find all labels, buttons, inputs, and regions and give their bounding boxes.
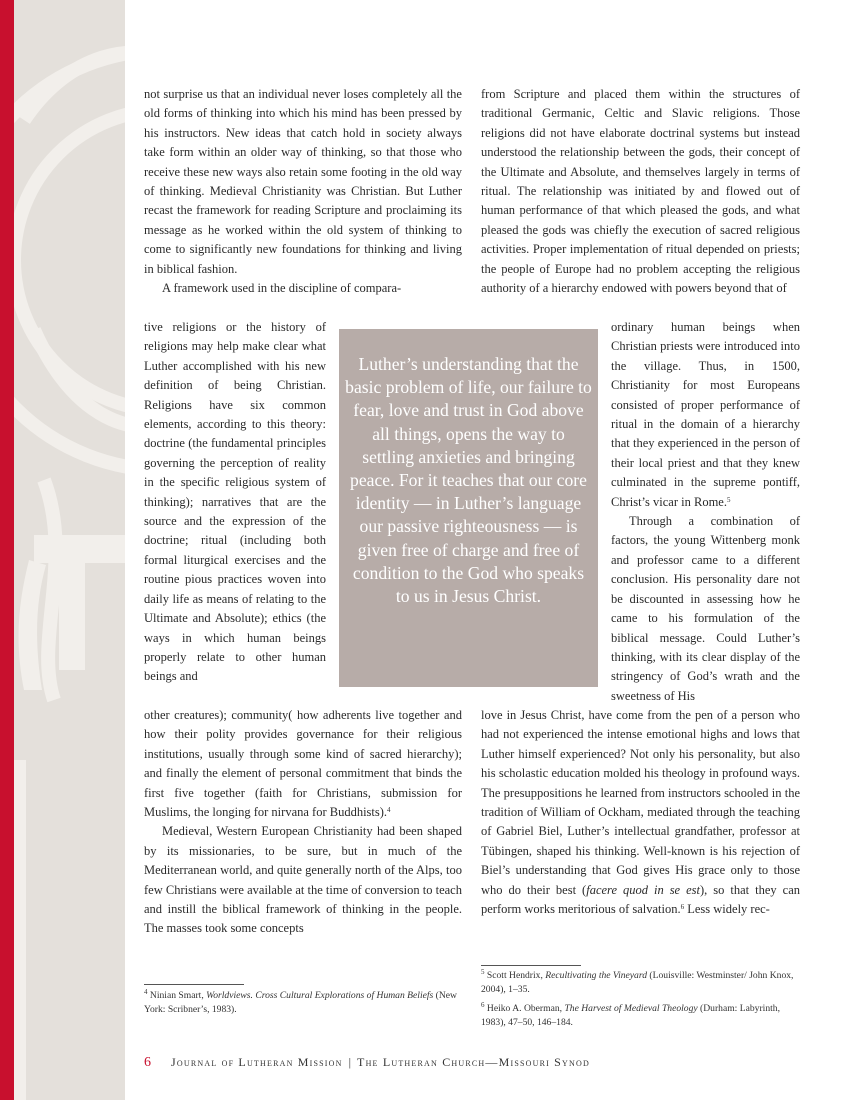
paragraph: tive religions or the history of religions may help make clear what Luther accomplished with his new definition of being Christian. Religions have six common elements, according to this theory: doctrine (the fundamental principles governing the perception of reality in the specific religious system of thinking); narratives that are the source and the expression of the doctrine; ritual (including both formal liturgical exercises and the routine pious practices woven into daily life as means of relating to the Ultimate and Absolute); ethics (the ways in which human beings properly relate to other human beings and: [144, 320, 326, 684]
page-footer: [144, 1053, 804, 1069]
footnote-number: 6: [481, 1001, 485, 1009]
paragraph-text: other creatures); community( how adherents live together and how their polity provides governance for their religious institutions, usually through some kind of sacred hierarchy); and finally the element of personal commitment that binds the first five together (faith for Christians, submission for Muslims, the longing for nirvana for Buddhists).: [144, 708, 462, 820]
footnotes-left: [144, 989, 462, 1022]
luther-rose-watermark-icon: [14, 0, 125, 1100]
footnote-text: Ninian Smart,: [147, 990, 207, 1001]
paragraph-text: love in Jesus Christ, have come from the pen of a person who had not experienced the intense emotional highs and lows that Luther himself experienced? Not only his personality, but also his scholastic education molded his theology in profound ways. The presuppositions he learned from instructors schooled in the tradition of William of Ockham, mediated through the teaching of Gabriel Biel, Luther’s intellectual grandfather, professor at Tübingen, shaped his thinking. Well-known is his rejection of Biel’s understanding that God gives His grace only to those who do their best (: [481, 708, 800, 897]
left-column-bottom-text: [144, 706, 462, 939]
decorative-margin: [14, 0, 125, 1100]
right-column-top-text: [481, 85, 800, 298]
left-column-wrapped-text: [144, 318, 326, 687]
footnote-title: The Harvest of Medieval Theology: [564, 1003, 698, 1014]
footnote-divider: [481, 965, 581, 966]
footnote-4: [144, 989, 462, 1017]
paragraph: A framework used in the discipline of compara-: [162, 281, 402, 296]
paragraph: Through a combination of factors, the young Wittenberg monk and professor came to a different conclusion. His personality dare not be discounted in assessing how he came to his formulation of the biblical message. Could Luther’s thinking, with its clear display of the stringency of God’s wrath and the sweetness of His: [611, 514, 800, 703]
left-column-top-text: [144, 85, 462, 298]
footnote-5: [481, 969, 800, 997]
footnote-text: Heiko A. Oberman,: [484, 1003, 565, 1014]
paragraph: not surprise us that an individual never loses completely all the old forms of thinking into which his mind has been pressed by his instructors. New ideas that catch hold in society always take form within an older way of thinking, so that those who receive these new ways also retain some footing in the old way of thinking. Medieval Christianity was Christian. But Luther recast the framework for reading Scripture and proclaiming its message as he worked within the old system of thinking to come to significantly new foundations for thinking and living in biblical fashion.: [144, 87, 462, 276]
paragraph-text: Less widely rec-: [684, 902, 770, 917]
footnotes-right: [481, 969, 800, 1035]
pull-quote: [339, 329, 598, 687]
paragraph: [144, 706, 462, 822]
paragraph: [481, 706, 800, 919]
footnote-ref-5[interactable]: 5: [726, 495, 731, 504]
footnote-6: [481, 1002, 800, 1030]
journal-name: Journal of Lutheran Mission: [171, 1055, 343, 1069]
paragraph: [611, 318, 800, 512]
paragraph-text: ), so that they can perform works meritorious of salvation.: [481, 882, 800, 917]
pull-quote-text: Luther’s understanding that the basic problem of life, our failure to fear, love and trust in God above all things, opens the way to settling anxieties and bringing peace. For it teaches that our core identity — in Luther’s language our passive righteousness — is given free of charge and free of condition to the God who speaks to us in Jesus Christ.: [345, 354, 592, 607]
footnote-ref-4[interactable]: 4: [387, 806, 391, 815]
publisher-name: The Lutheran Church—Missouri Synod: [357, 1055, 590, 1069]
latin-phrase: facere quod in se est: [586, 882, 700, 897]
footnote-text: Scott Hendrix,: [484, 970, 546, 981]
footnote-number: 5: [481, 968, 485, 976]
footnote-number: 4: [144, 988, 148, 996]
footnote-title: Recultivating the Vineyard: [545, 970, 648, 981]
accent-bar: [0, 0, 14, 1100]
paragraph: from Scripture and placed them within the structures of traditional Germanic, Celtic and Slavic religions. Those religions did not have elaborate doctrinal systems but instead understood the relationship between the gods, their concept of the Ultimate and Absolute, and themselves largely in terms of ritual. The relationship was initiated by and flowed out of human performance of that which pleased the gods, and what pleased the gods was chiefly the execution of sacred religious activities. Proper implementation of ritual depended on priests; the people of Europe had no problem accepting the religious authority of a hierarchy endowed with powers beyond that of: [481, 87, 800, 296]
footnote-divider: [144, 984, 244, 985]
footnote-text: (New York: Scribner’s, 1983).: [144, 990, 457, 1015]
footnote-text: (Louisville: Westminster/ John Knox, 2004), 1–35.: [481, 970, 794, 995]
footnote-ref-6[interactable]: 6: [680, 903, 685, 912]
footnote-text: (Durham: Labyrinth, 1983), 47–50, 146–184.: [481, 1003, 780, 1028]
footnote-title: Worldviews. Cross Cultural Explorations of Human Beliefs: [206, 990, 434, 1001]
paragraph: Medieval, Western European Christianity had been shaped by its missionaries, to be sure, but in much of the Mediterranean world, and quite generally north of the Alps, too few Christians were available at the time of conversion to teach and instill the biblical framework of thinking in the people. The masses took some concepts: [144, 824, 462, 936]
right-column-wrapped-text: [611, 318, 800, 706]
page-number: 6: [144, 1055, 151, 1070]
right-column-bottom-text: [481, 706, 800, 919]
footer-separator: |: [348, 1055, 352, 1069]
paragraph-text: ordinary human beings when Christian priests were introduced into the village. Thus, in 1500, Christianity for most Europeans consisted of proper performance of ritual in the domain of a hierarchy that they experienced in the person of their local priest and that they knew culminated in the supreme pontiff, Christ’s vicar in Rome.: [611, 320, 800, 509]
